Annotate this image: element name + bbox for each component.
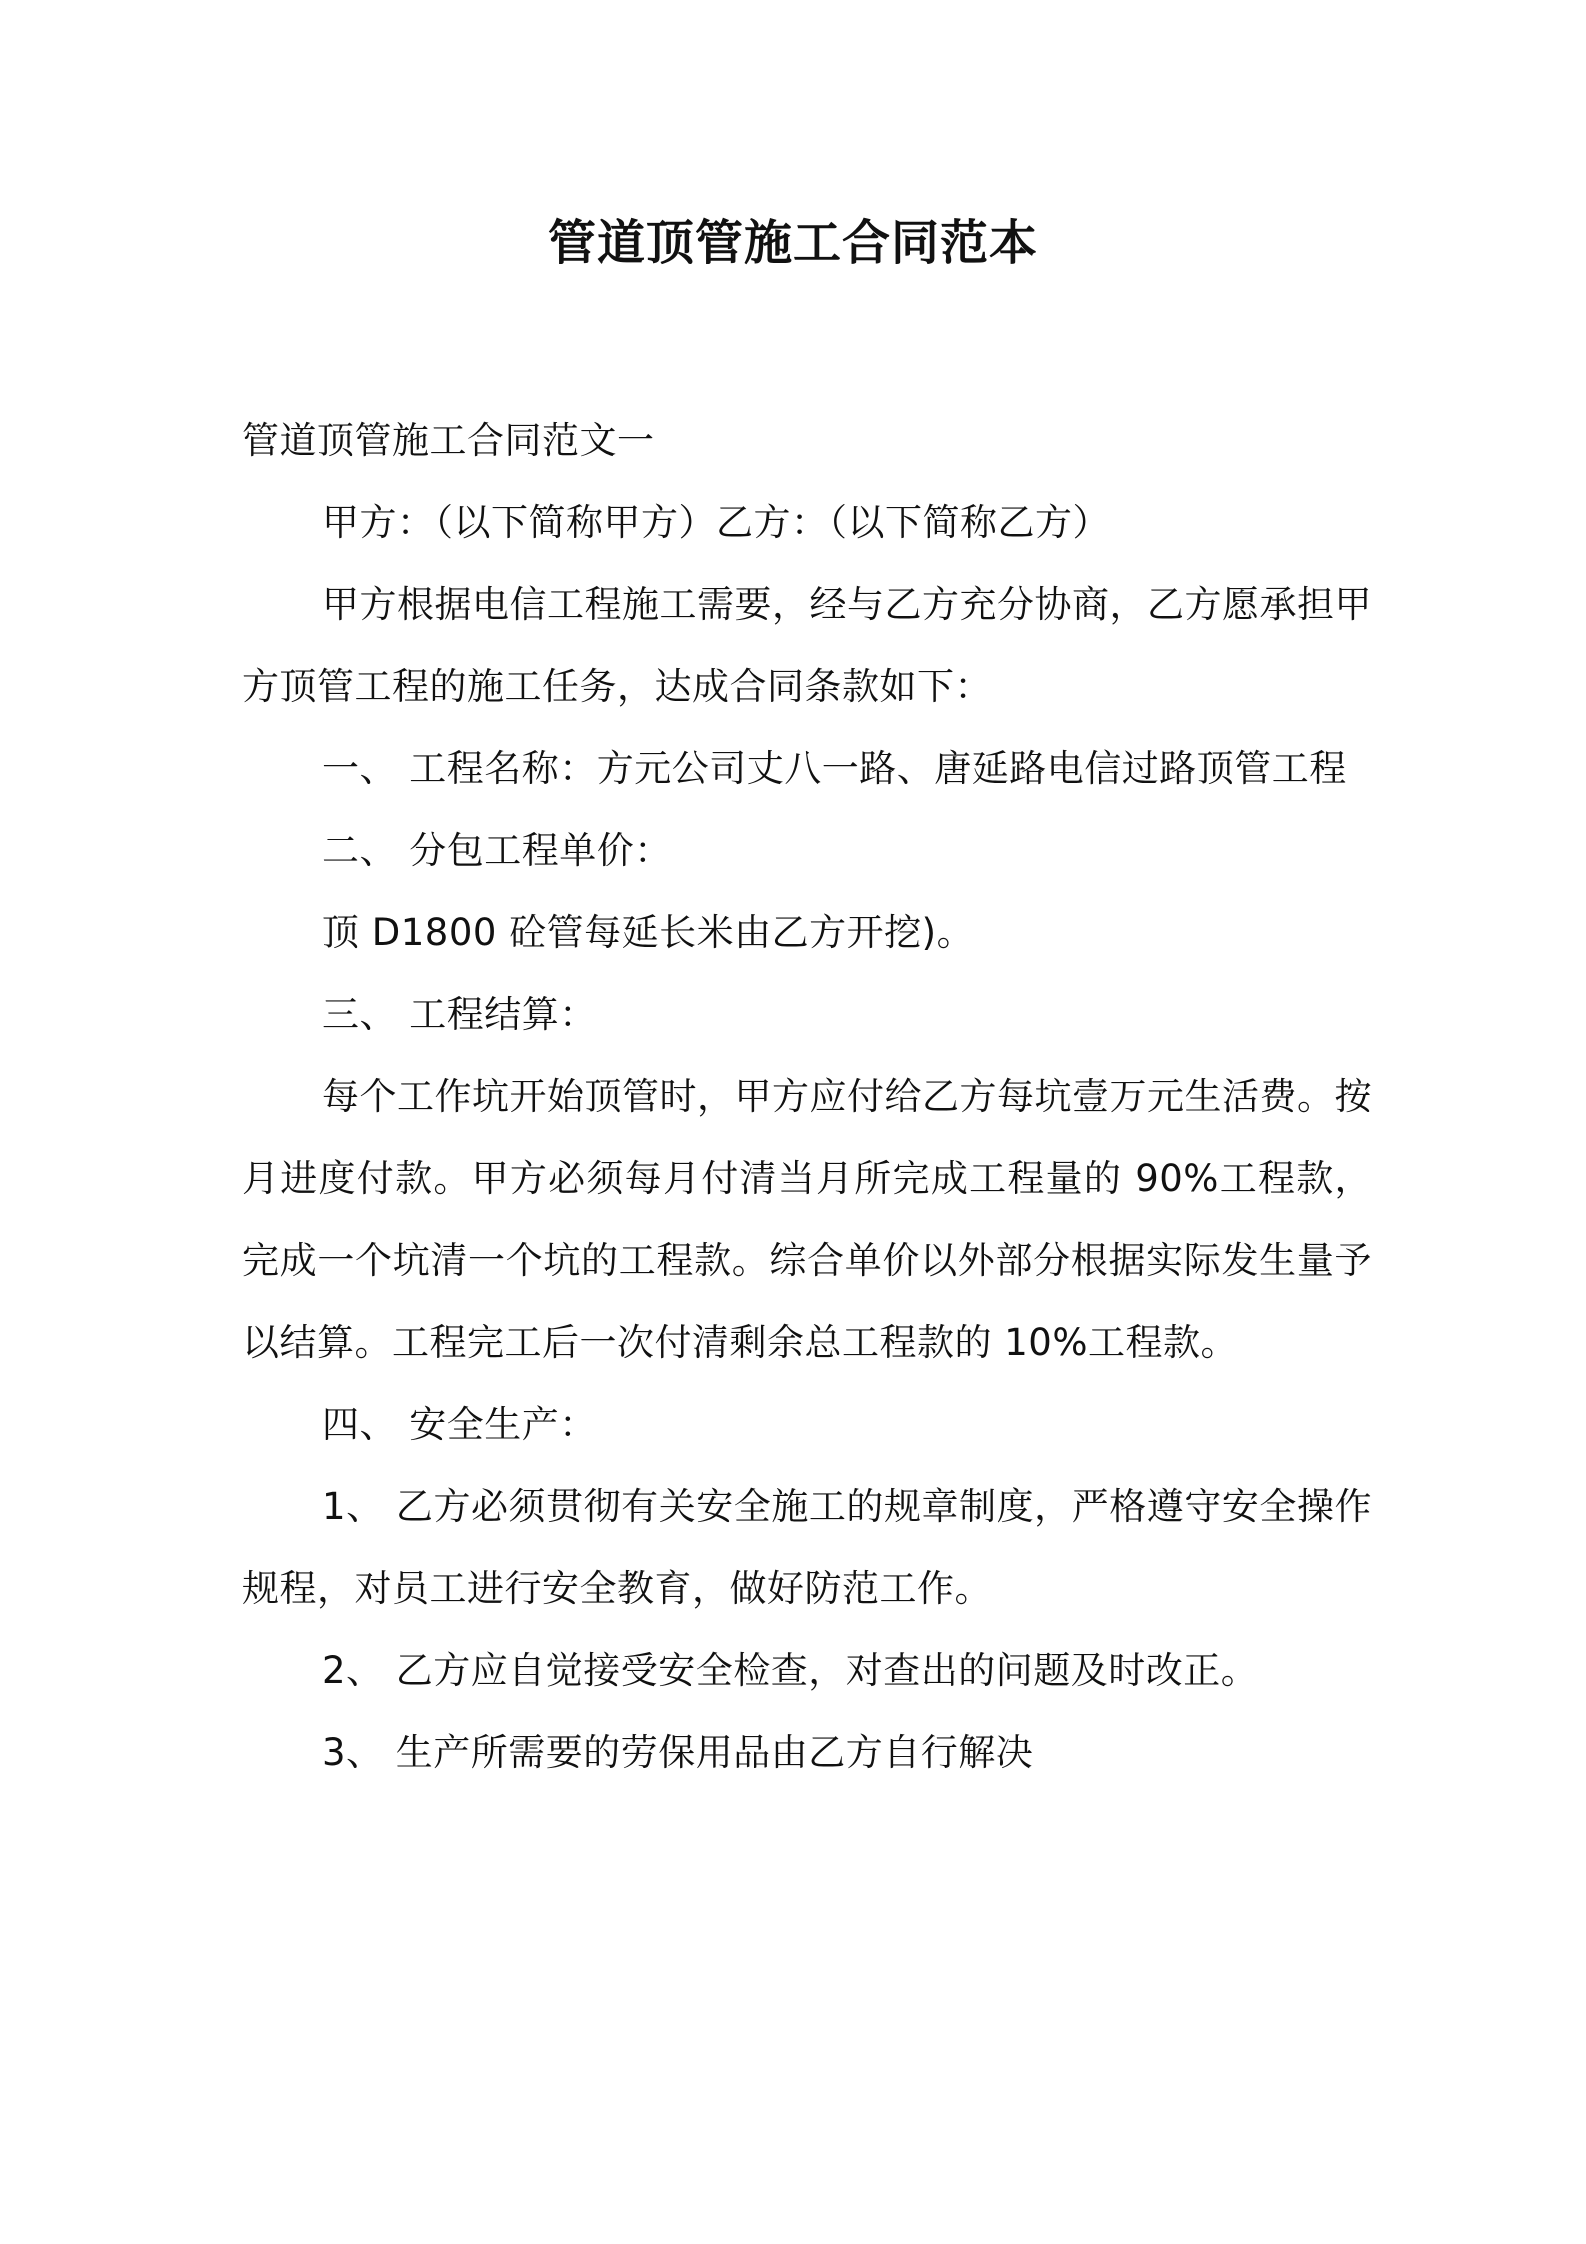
- paragraph-preamble: 甲方根据电信工程施工需要，经与乙方充分协商，乙方愿承担甲方顶管工程的施工任务，达成合同条款如下：: [242, 583, 1372, 708]
- document-body: [242, 400, 1372, 1794]
- paragraph-safety-2: 2、 乙方应自觉接受安全检查，对查出的问题及时改正。: [322, 1649, 1259, 1692]
- paragraph-safety-3: 3、 生产所需要的劳保用品由乙方自行解决: [322, 1731, 1034, 1774]
- paragraph-subtitle: 管道顶管施工合同范文一: [242, 419, 655, 462]
- paragraph-project-name: 一、 工程名称：方元公司丈八一路、唐延路电信过路顶管工程: [322, 747, 1347, 790]
- paragraph-settlement: 每个工作坑开始顶管时，甲方应付给乙方每坑壹万元生活费。按月进度付款。甲方必须每月付清当月所完成工程量的 90%工程款，完成一个坑清一个坑的工程款。综合单价以外部分根据实际发生量予以结算。工程完工后一次付清剩余总工程款的 10%工程款。: [242, 1075, 1372, 1364]
- paragraph-safety-1: 1、 乙方必须贯彻有关安全施工的规章制度，严格遵守安全操作规程，对员工进行安全教育，做好防范工作。: [242, 1485, 1372, 1610]
- paragraph-parties: 甲方：（以下简称甲方）乙方：（以下简称乙方）: [322, 501, 1110, 544]
- document-title: 管道顶管施工合同范本: [547, 215, 1038, 271]
- paragraph-unit-price-heading: 二、 分包工程单价：: [322, 829, 672, 872]
- paragraph-unit-price: 顶 D1800 砼管每延长米由乙方开挖)。: [322, 911, 975, 954]
- paragraph-settlement-heading: 三、 工程结算：: [322, 993, 597, 1036]
- paragraph-safety-heading: 四、 安全生产：: [322, 1403, 597, 1446]
